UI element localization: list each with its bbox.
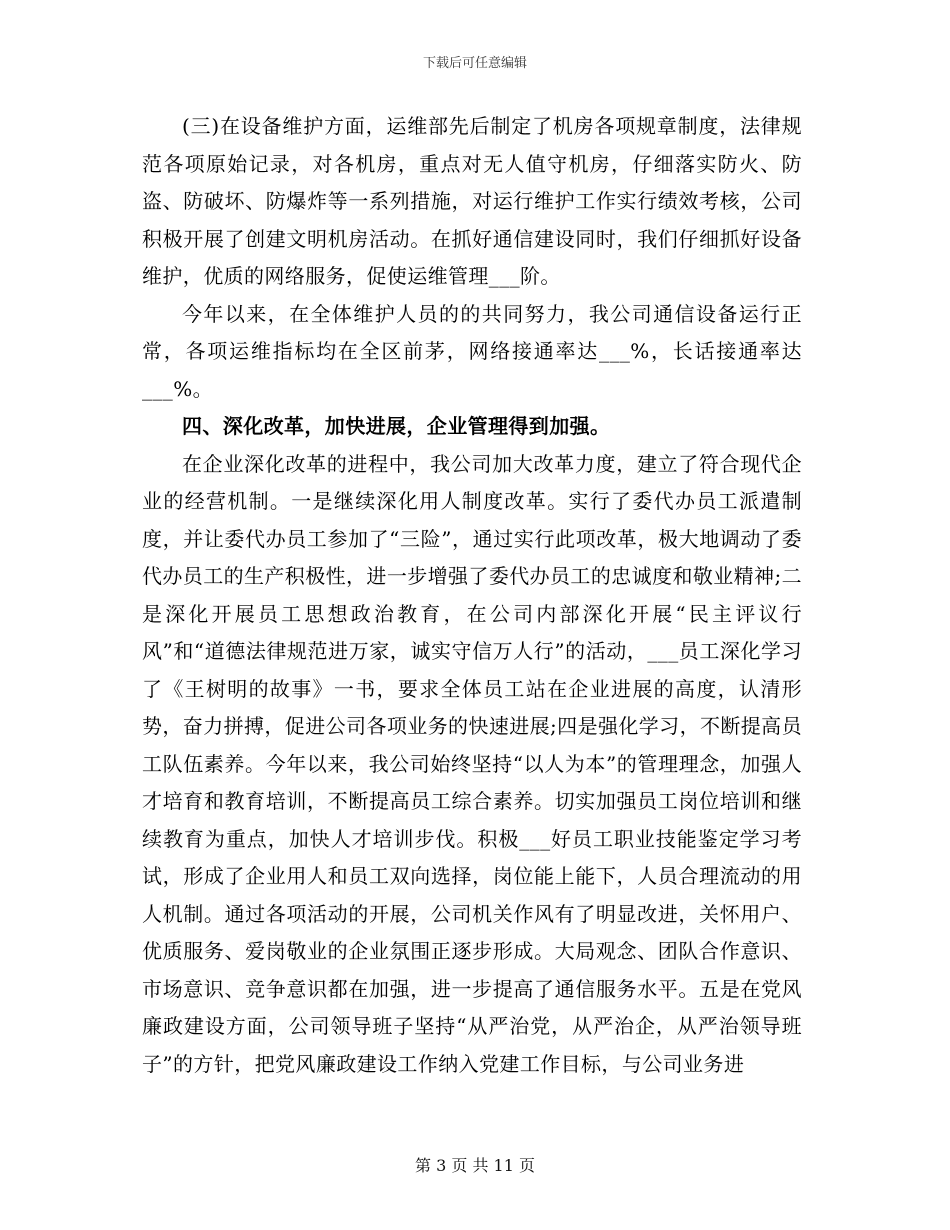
- page-header: 下载后可任意编辑: [422, 56, 527, 71]
- paragraph-operation-metrics: 今年以来，在全体维护人员的的共同努力，我公司通信设备运行正常，各项运维指标均在全区前茅，网络接通率达___%，长话接通率达___%。: [142, 301, 802, 401]
- paragraph-reform: 在企业深化改革的进程中，我公司加大改革力度，建立了符合现代企业的经营机制。一是继续深化用人制度改革。实行了委代办员工派遣制度，并让委代办员工参加了“三险”，通过实行此项改革，极大地调动了委代办员工的生产积极性，进一步增强了委代办员工的忠诚度和敬业精神;二是深化开展员工思想政治教育，在公司内部深化开展“民主评议行风”和“道德法律规范进万家，诚实守信万人行”的活动，___员工深化学习了《王树明的故事》一书，要求全体员工站在企业进展的高度，认清形势，奋力拼搏，促进公司各项业务的快速进展;四是强化学习，不断提高员工队伍素养。今年以来，我公司始终坚持“以人为本”的管理理念，加强人才培育和教育培训，不断提高员工综合素养。切实加强员工岗位培训和继续教育为重点，加快人才培训步伐。积极___好员工职业技能鉴定学习考试，形成了企业用人和员工双向选择，岗位能上能下，人员合理流动的用人机制。通过各项活动的开展，公司机关作风有了明显改进，关怀用户、优质服务、爱岗敬业的企业氛围正逐步形成。大局观念、团队合作意识、市场意识、竞争意识都在加强，进一步提高了通信服务水平。五是在党风廉政建设方面，公司领导班子坚持“从严治党，从严治企，从严治领导班子”的方针，把党风廉政建设工作纳入党建工作目标，与公司业务进: [142, 451, 802, 1076]
- document-body: [142, 108, 802, 1083]
- section-heading: 四、深化改革，加快进展，企业管理得到加强。: [182, 414, 611, 438]
- paragraph-equipment-maintenance: (三)在设备维护方面，运维部先后制定了机房各项规章制度，法律规范各项原始记录，对各机房，重点对无人值守机房，仔细落实防火、防盗、防破坏、防爆炸等一系列措施，对运行维护工作实行绩效考核，公司积极开展了创建文明机房活动。在抓好通信建设同时，我们仔细抓好设备维护，优质的网络服务，促使运维管理___阶。: [142, 114, 802, 288]
- page-footer: 第 3 页 共 11 页: [415, 1156, 535, 1175]
